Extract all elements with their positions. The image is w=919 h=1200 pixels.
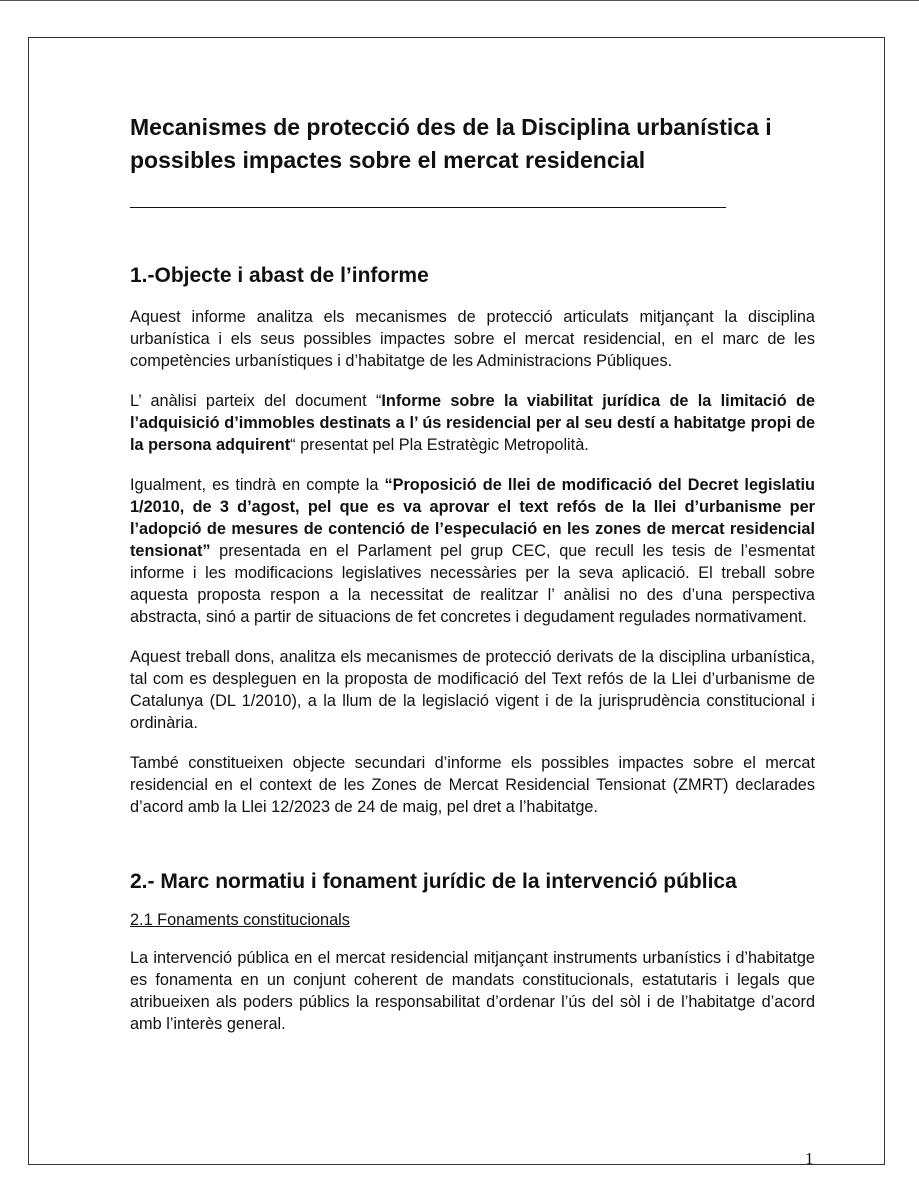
top-edge-line: [0, 0, 919, 1]
document-title: Mecanismes de protecció des de la Disciplina urbanística i possibles impactes sobre el mercat residencial: [130, 114, 772, 173]
section-1-paragraph-1: Aquest informe analitza els mecanismes de protecció articulats mitjançant la disciplina urbanística i els seus possibles impactes sobre el mercat residencial, en el marc de les competències urbanístiques i d’habitatge de les Administracions Públiques.: [130, 308, 815, 370]
cited-proposal-title: “Proposició de llei de modificació del Decret legislatiu 1/2010, de 3 d’agost, pel que es va aprovar el text refós de la llei d’urbanisme per l’adopció de mesures de contenció de l’especulació en les zones de mercat residencial tensionat”: [130, 476, 816, 560]
section-1-paragraph-2: [130, 390, 815, 456]
page-content: [130, 111, 815, 1035]
section-1-paragraph-4: Aquest treball dons, analitza els mecanismes de protecció derivats de la disciplina urbanística, tal com es despleguen en la proposta de modificació del Text refós de la Llei d’urbanisme de Catalunya (DL 1/2010), a la llum de la legislació vigent i de la jurisprudència constitucional i ordinària.: [130, 648, 815, 732]
section-1-paragraph-3: [130, 474, 815, 628]
section-2-1-subheading: 2.1 Fonaments constitucionals: [130, 911, 350, 929]
section-2-heading: 2.- Marc normatiu i fonament jurídic de la intervenció pública: [130, 870, 737, 893]
paragraph-text: Igualment, es tindrà en compte la: [130, 476, 385, 494]
section-1-heading: 1.-Objecte i abast de l’informe: [130, 264, 429, 287]
section-2-paragraph-1: La intervenció pública en el mercat residencial mitjançant instruments urbanístics i d’habitatge es fonamenta en un conjunt coherent de mandats constitucionals, estatutaris i legals que atribueixen als poders públics la responsabilitat d’ordenar l’ús del sòl i de l’habitatge d’acord amb l’interès general.: [130, 949, 815, 1033]
paragraph-text: “ presentat pel Pla Estratègic Metropolità.: [290, 436, 589, 454]
page-number: 1: [805, 1149, 814, 1168]
document-page: [28, 37, 885, 1168]
paragraph-text: presentada en el Parlament pel grup CEC, que recull les tesis de l’esmentat informe i les modificacions legislatives necessàries per la seva aplicació. El treball sobre aquesta proposta respon a la necessitat de realitzar l’ anàlisi no des d’una perspectiva abstracta, sinó a partir de situacions de fet concretes i degudament regulades normativament.: [130, 542, 815, 626]
cited-document-title: Informe sobre la viabilitat jurídica de la limitació de l’adquisició d’immobles destinats a l’ ús residencial per al seu destí a habitatge propi de la persona adquirent: [130, 392, 816, 454]
paragraph-text: L’ anàlisi parteix del document “: [130, 392, 382, 410]
title-underline-rule: [130, 207, 726, 208]
section-1-paragraph-5: També constitueixen objecte secundari d’informe els possibles impactes sobre el mercat residencial en el context de les Zones de Mercat Residencial Tensionat (ZMRT) declarades d’acord amb la Llei 12/2023 de 24 de maig, pel dret a l’habitatge.: [130, 754, 815, 816]
